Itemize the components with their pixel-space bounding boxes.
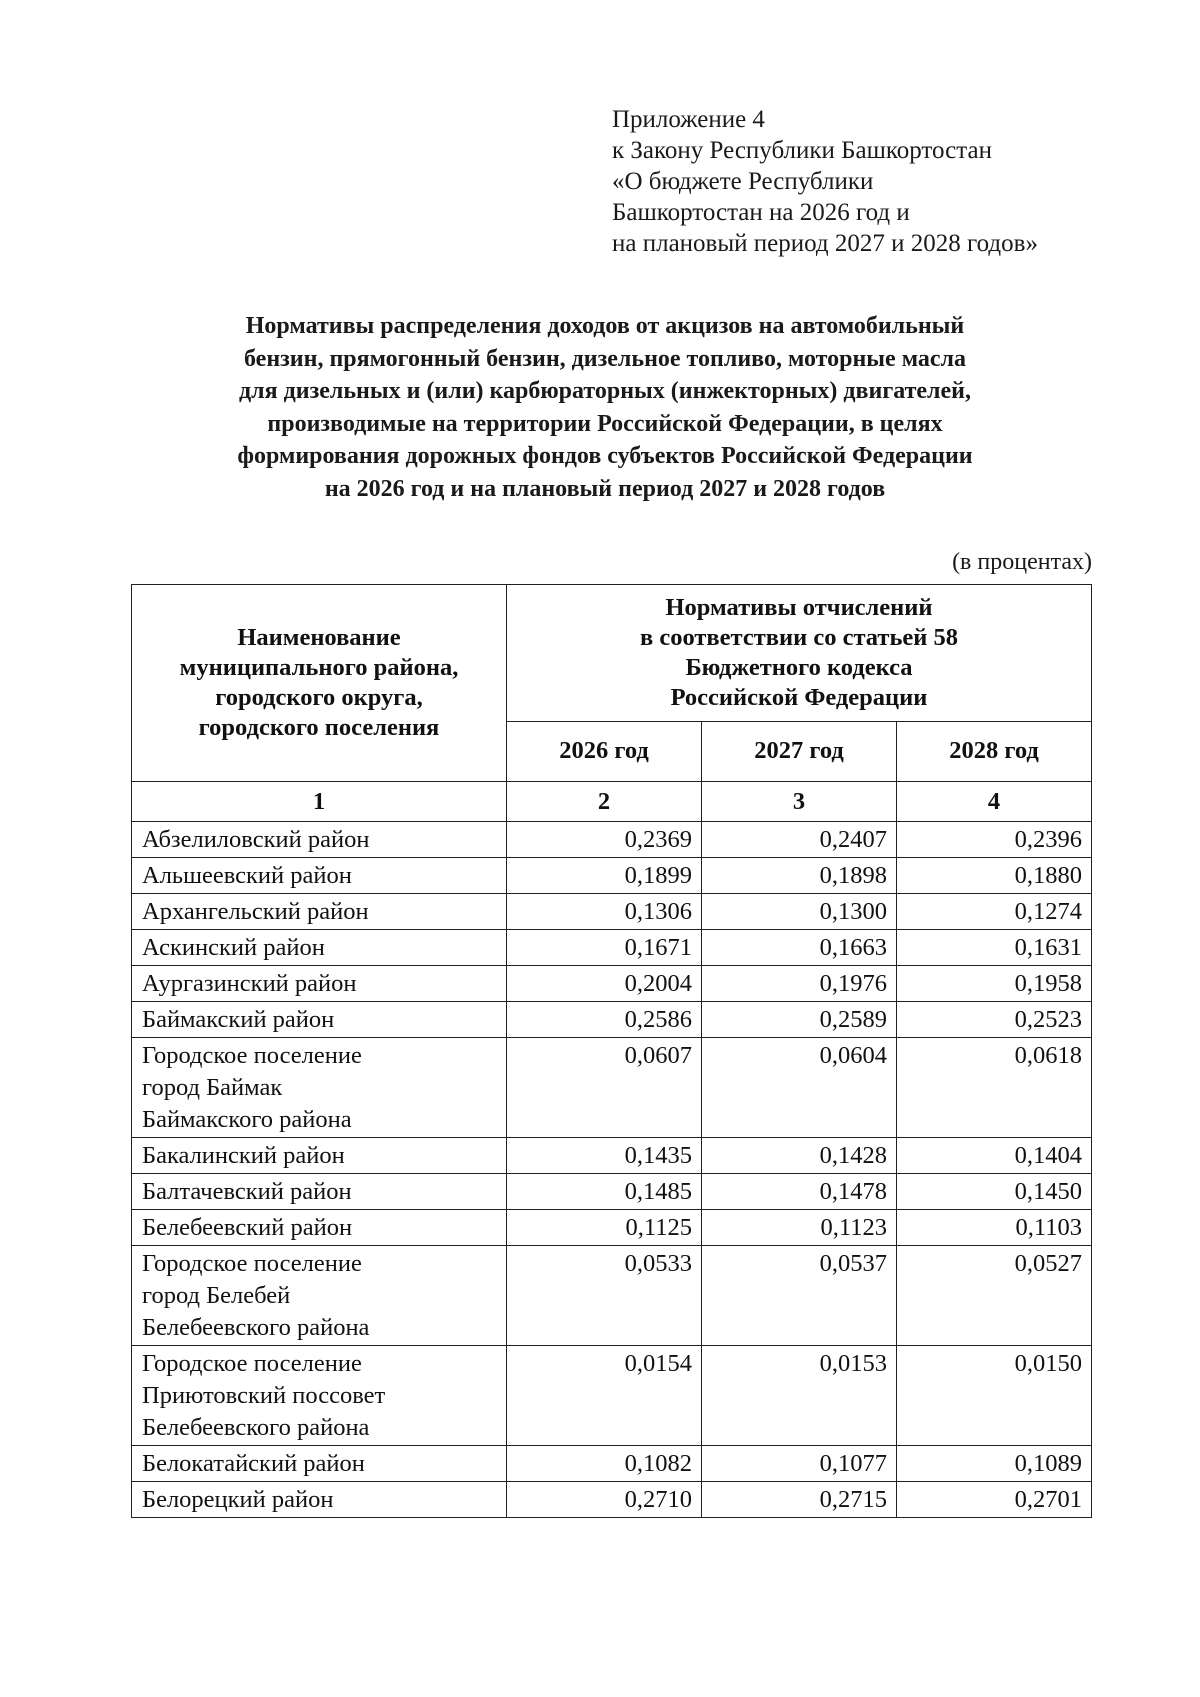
norm-value-2027: 0,1976	[702, 966, 897, 1002]
header-line: муниципального района,	[179, 654, 459, 681]
title-line: производимые на территории Российской Федерации, в целях	[267, 410, 943, 437]
norm-value-2027: 0,1077	[702, 1446, 897, 1482]
norm-value-2028: 0,2523	[897, 1002, 1092, 1038]
municipality-name-cell	[132, 1482, 507, 1518]
municipality-name-line: Альшеевский район	[142, 862, 352, 889]
municipality-name-line: Баймакский район	[142, 1006, 335, 1033]
appendix-line: к Закону Республики Башкортостан	[612, 137, 992, 164]
municipality-name-line: город Белебей	[142, 1282, 291, 1309]
norm-value-2027: 0,1898	[702, 858, 897, 894]
header-line: Российской Федерации	[670, 683, 928, 711]
municipality-name-line: Балтачевский район	[142, 1178, 352, 1205]
municipality-name-cell	[132, 1138, 507, 1174]
norm-value-2027: 0,1478	[702, 1174, 897, 1210]
norm-value-2028: 0,1880	[897, 858, 1092, 894]
column-number: 1	[132, 782, 507, 822]
municipality-name-cell	[132, 1246, 507, 1346]
municipality-name-cell	[132, 966, 507, 1002]
table-row	[132, 858, 1092, 894]
table-row	[132, 1482, 1092, 1518]
table-row	[132, 822, 1092, 858]
table-row	[132, 1246, 1092, 1346]
header-line: Наименование	[237, 624, 401, 651]
norm-value-2026: 0,0607	[507, 1038, 702, 1138]
norm-value-2027: 0,1663	[702, 930, 897, 966]
norm-value-2026: 0,0533	[507, 1246, 702, 1346]
norm-value-2026: 0,1671	[507, 930, 702, 966]
norm-value-2028: 0,1089	[897, 1446, 1092, 1482]
appendix-line: Башкортостан на 2026 год и	[612, 199, 910, 226]
norm-value-2027: 0,1300	[702, 894, 897, 930]
norm-value-2028: 0,2396	[897, 822, 1092, 858]
norm-value-2026: 0,2004	[507, 966, 702, 1002]
municipality-name-cell	[132, 930, 507, 966]
norm-value-2026: 0,1435	[507, 1138, 702, 1174]
table-row	[132, 930, 1092, 966]
table-row	[132, 1446, 1092, 1482]
norm-value-2027: 0,2407	[702, 822, 897, 858]
municipality-name-line: Архангельский район	[142, 898, 369, 925]
table-row	[132, 1174, 1092, 1210]
appendix-line: «О бюджете Республики	[612, 168, 874, 195]
municipality-name-cell	[132, 1210, 507, 1246]
header-year-2026: 2026 год	[507, 721, 702, 781]
column-number: 4	[897, 782, 1092, 822]
norm-value-2028: 0,0527	[897, 1246, 1092, 1346]
norm-value-2027: 0,0537	[702, 1246, 897, 1346]
norm-value-2026: 0,2710	[507, 1482, 702, 1518]
norm-value-2026: 0,1306	[507, 894, 702, 930]
title-line: бензин, прямогонный бензин, дизельное топливо, моторные масла	[244, 345, 966, 372]
appendix-line: Приложение 4	[612, 106, 765, 133]
municipality-name-line: Городское поселение	[142, 1250, 362, 1277]
municipality-name-line: город Баймак	[142, 1074, 283, 1101]
municipality-name-line: Аскинский район	[142, 934, 325, 961]
title-line: Нормативы распределения доходов от акцизов на автомобильный	[245, 313, 965, 339]
appendix-block	[612, 104, 1038, 259]
column-number: 3	[702, 782, 897, 822]
norm-value-2028: 0,2701	[897, 1482, 1092, 1518]
norms-table	[131, 584, 1092, 1518]
norm-value-2027: 0,0153	[702, 1346, 897, 1446]
norm-value-2028: 0,0618	[897, 1038, 1092, 1138]
municipality-name-cell	[132, 1002, 507, 1038]
header-year-2027: 2027 год	[702, 721, 897, 781]
norm-value-2026: 0,1082	[507, 1446, 702, 1482]
municipality-name-line: Городское поселение	[142, 1042, 362, 1069]
table-row	[132, 1346, 1092, 1446]
table-body	[132, 822, 1092, 1518]
municipality-name-cell	[132, 858, 507, 894]
appendix-line: на плановый период 2027 и 2028 годов»	[612, 230, 1038, 257]
municipality-name-cell	[132, 822, 507, 858]
municipality-name-line: Аургазинский район	[142, 970, 357, 997]
norm-value-2026: 0,1485	[507, 1174, 702, 1210]
table-row	[132, 1002, 1092, 1038]
column-numbers-row	[132, 782, 1092, 822]
norm-value-2028: 0,0150	[897, 1346, 1092, 1446]
title-line: для дизельных и (или) карбюраторных (инжекторных) двигателей,	[239, 378, 971, 404]
header-name-column	[132, 585, 507, 782]
municipality-name-line: Белебеевского района	[142, 1314, 370, 1341]
header-year-2028: 2028 год	[897, 721, 1092, 781]
norm-value-2026: 0,2369	[507, 822, 702, 858]
norm-value-2026: 0,1899	[507, 858, 702, 894]
norm-value-2026: 0,1125	[507, 1210, 702, 1246]
norm-value-2026: 0,0154	[507, 1346, 702, 1446]
table-row	[132, 966, 1092, 1002]
norm-value-2027: 0,0604	[702, 1038, 897, 1138]
document-title	[120, 310, 1090, 505]
norm-value-2028: 0,1631	[897, 930, 1092, 966]
table-header	[132, 585, 1092, 822]
header-norms-group	[507, 585, 1092, 722]
header-line: городского округа,	[215, 684, 423, 711]
header-line: городского поселения	[198, 714, 440, 741]
header-line: Нормативы отчислений	[665, 593, 933, 621]
municipality-name-line: Белокатайский район	[142, 1450, 365, 1477]
municipality-name-line: Бакалинский район	[142, 1142, 345, 1169]
municipality-name-line: Белебеевского района	[142, 1414, 370, 1441]
title-line: формирования дорожных фондов субъектов Российской Федерации	[237, 443, 973, 469]
norm-value-2028: 0,1958	[897, 966, 1092, 1002]
norm-value-2028: 0,1404	[897, 1138, 1092, 1174]
table-row	[132, 1138, 1092, 1174]
municipality-name-line: Белорецкий район	[142, 1486, 334, 1513]
table-row	[132, 1038, 1092, 1138]
norm-value-2027: 0,1428	[702, 1138, 897, 1174]
title-line: на 2026 год и на плановый период 2027 и 2028 годов	[324, 475, 886, 502]
column-number: 2	[507, 782, 702, 822]
municipality-name-cell	[132, 1346, 507, 1446]
municipality-name-cell	[132, 1038, 507, 1138]
table-row	[132, 1210, 1092, 1246]
municipality-name-cell	[132, 1174, 507, 1210]
norm-value-2028: 0,1103	[897, 1210, 1092, 1246]
municipality-name-line: Баймакского района	[142, 1106, 352, 1133]
municipality-name-cell	[132, 1446, 507, 1482]
municipality-name-line: Городское поселение	[142, 1350, 362, 1377]
header-line: в соответствии со статьей 58	[639, 623, 959, 651]
municipality-name-cell	[132, 894, 507, 930]
norm-value-2027: 0,1123	[702, 1210, 897, 1246]
norm-value-2027: 0,2715	[702, 1482, 897, 1518]
municipality-name-line: Белебеевский район	[142, 1214, 353, 1241]
municipality-name-line: Абзелиловский район	[142, 826, 370, 853]
table-row	[132, 894, 1092, 930]
municipality-name-line: Приютовский поссовет	[142, 1382, 386, 1409]
norm-value-2026: 0,2586	[507, 1002, 702, 1038]
norm-value-2028: 0,1450	[897, 1174, 1092, 1210]
header-line: Бюджетного кодекса	[685, 653, 913, 681]
norm-value-2028: 0,1274	[897, 894, 1092, 930]
norm-value-2027: 0,2589	[702, 1002, 897, 1038]
units-note: (в процентах)	[952, 549, 1092, 575]
